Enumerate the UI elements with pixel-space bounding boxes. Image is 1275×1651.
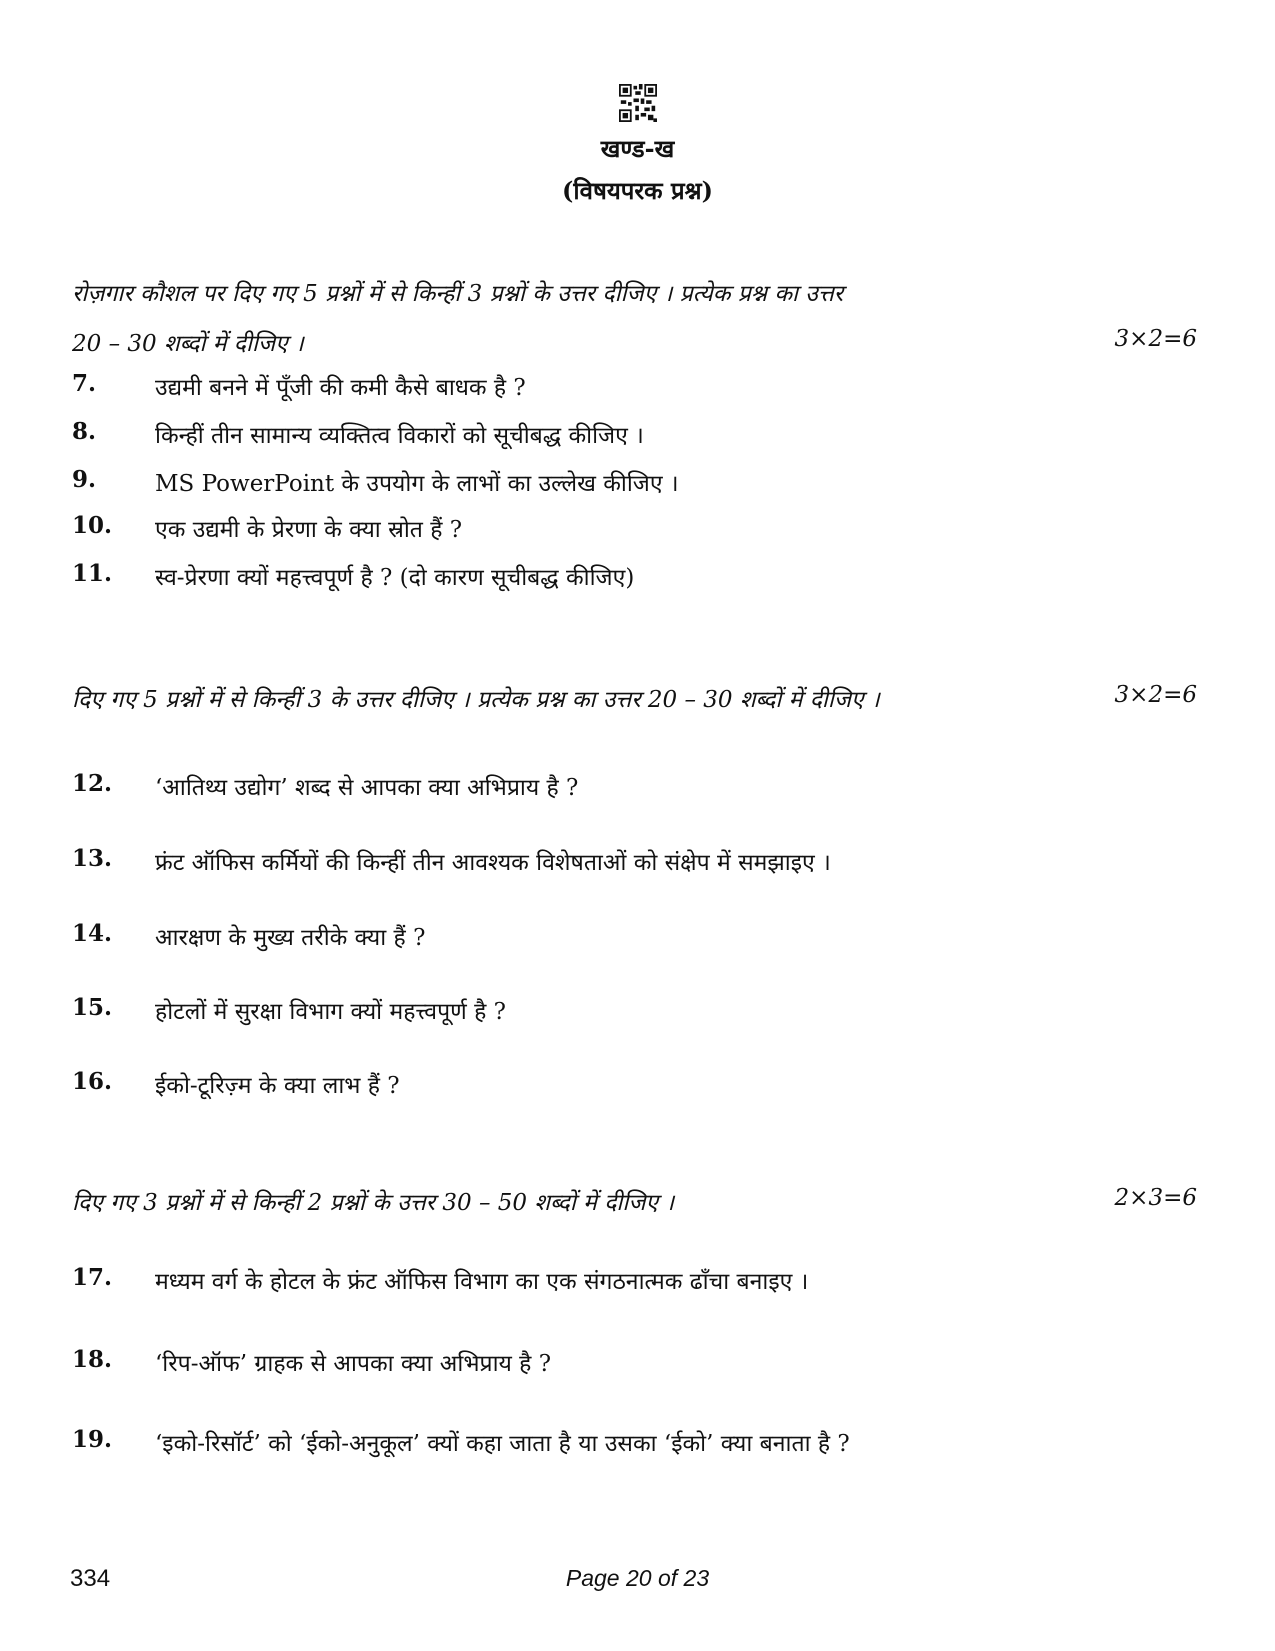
question-number: 19.: [72, 1426, 113, 1453]
group-1-instruction: [72, 326, 1197, 358]
question-text: ‘रिप-ऑफ’ ग्राहक से आपका क्या अभिप्राय है ?: [155, 1351, 552, 1377]
question-text: MS PowerPoint के उपयोग के लाभों का उल्लेख कीजिए ।: [155, 471, 679, 497]
question-text: ईको-टूरिज़्म के क्या लाभ हैं ?: [155, 1073, 400, 1099]
question-number: 8.: [72, 418, 97, 445]
question-number: 11.: [72, 560, 113, 587]
question-text: आरक्षण के मुख्य तरीके क्या हैं ?: [155, 925, 426, 951]
group-2-instruction-line-1: दिए गए 5 प्रश्नों में से किन्हीं 3 के उत्तर दीजिए । प्रत्येक प्रश्न का उत्तर 20 – 30 शब्दों में दीजिए ।: [72, 687, 880, 713]
question-text: मध्यम वर्ग के होटल के फ्रंट ऑफिस विभाग का एक संगठनात्मक ढाँचा बनाइए ।: [155, 1269, 809, 1295]
question-text: एक उद्यमी के प्रेरणा के क्या स्रोत हैं ?: [155, 517, 463, 543]
section-subtitle: (विषयपरक प्रश्न): [562, 176, 713, 205]
question-number: 15.: [72, 994, 113, 1021]
question-number: 12.: [72, 770, 113, 797]
question-text: होटलों में सुरक्षा विभाग क्यों महत्त्वपूर्ण है ?: [155, 999, 506, 1025]
group-2-instruction: [72, 682, 1197, 714]
question-number: 9.: [72, 466, 97, 493]
question-number: 10.: [72, 512, 113, 539]
paper-code: 334: [70, 1565, 111, 1592]
qr-code: [619, 84, 657, 122]
question-text: स्व-प्रेरणा क्यों महत्त्वपूर्ण है ? (दो कारण सूचीबद्ध कीजिए): [155, 565, 635, 591]
question-text: ‘इको-रिसॉर्ट’ को ‘ईको-अनुकूल’ क्यों कहा जाता है या उसका ‘ईको’ क्या बनाता है ?: [155, 1431, 850, 1457]
page-number: Page 20 of 23: [565, 1565, 710, 1591]
section-title: खण्ड-ख: [600, 134, 675, 163]
question-text: उद्यमी बनने में पूँजी की कमी कैसे बाधक है ?: [155, 375, 526, 401]
question-number: 7.: [72, 370, 97, 397]
question-number: 14.: [72, 920, 113, 947]
group-1-marks: 3×2=6: [1114, 326, 1197, 352]
group-1-instruction-line-2: 20 – 30 शब्दों में दीजिए ।: [72, 331, 304, 357]
group-3-instruction-line-1: दिए गए 3 प्रश्नों में से किन्हीं 2 प्रश्नों के उत्तर 30 – 50 शब्दों में दीजिए ।: [72, 1190, 675, 1216]
question-text: किन्हीं तीन सामान्य व्यक्तित्व विकारों को सूचीबद्ध कीजिए ।: [155, 423, 644, 449]
question-text: फ्रंट ऑफिस कर्मियों की किन्हीं तीन आवश्यक विशेषताओं को संक्षेप में समझाइए ।: [155, 850, 831, 876]
question-text: ‘आतिथ्य उद्योग’ शब्द से आपका क्या अभिप्राय है ?: [155, 775, 579, 801]
question-number: 17.: [72, 1264, 113, 1291]
question-number: 18.: [72, 1346, 113, 1373]
group-1-instruction-line-1: रोज़गार कौशल पर दिए गए 5 प्रश्नों में से किन्हीं 3 प्रश्नों के उत्तर दीजिए । प्रत्येक प्रश्न का उत्तर: [72, 281, 844, 307]
group-3-instruction: [72, 1185, 1197, 1217]
question-number: 13.: [72, 845, 113, 872]
group-2-marks: 3×2=6: [1114, 682, 1197, 708]
group-3-marks: 2×3=6: [1114, 1185, 1197, 1211]
question-number: 16.: [72, 1068, 113, 1095]
